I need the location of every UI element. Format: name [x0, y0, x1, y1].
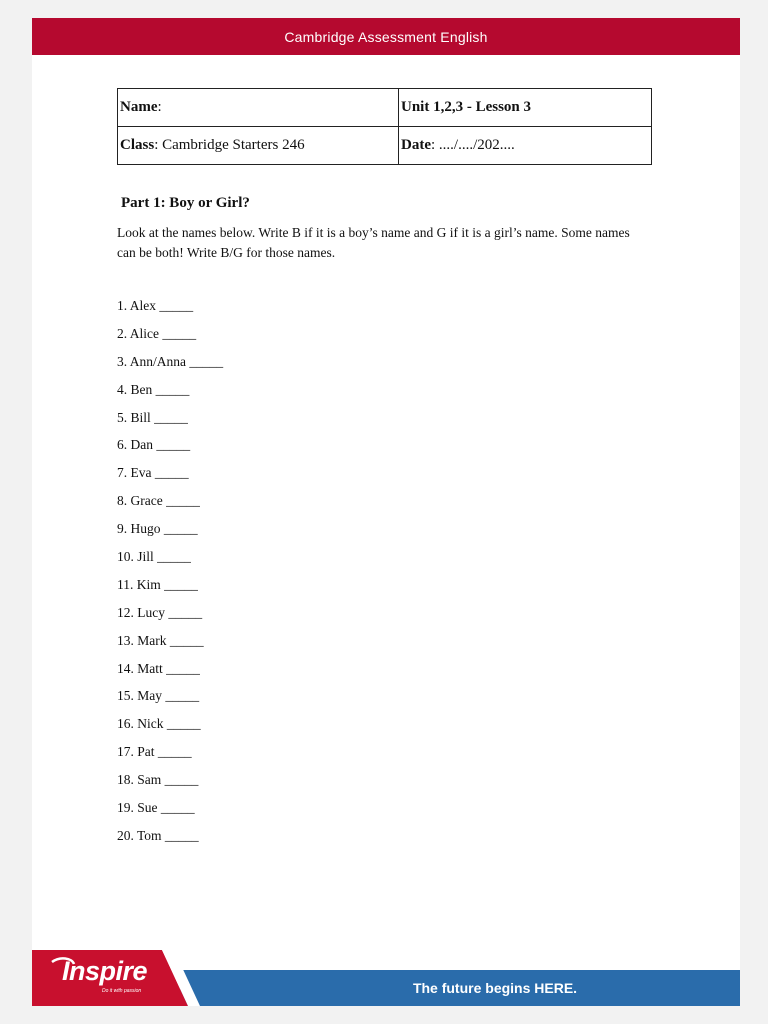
list-item: 6. Dan _____	[117, 437, 191, 453]
list-item: 1. Alex _____	[117, 298, 194, 313]
list-item: 15. May _____	[117, 688, 200, 704]
list-item: 19. Sue _____	[117, 800, 195, 816]
class-label: Class	[120, 137, 155, 153]
info-row-class	[118, 127, 652, 165]
list-item: 2. Alice _____	[117, 325, 197, 341]
list-item: 4. Ben _____	[117, 381, 190, 397]
list-item: 8. Grace _____	[117, 493, 200, 509]
list-item: 10. Jill _____	[117, 549, 191, 565]
date-label: Date	[401, 137, 431, 153]
logo-tagline: Do it with passion	[102, 988, 142, 994]
list-item: 5. Bill _____	[117, 409, 188, 425]
name-cell	[118, 89, 399, 127]
header-banner	[32, 18, 740, 55]
list-item: 16. Nick _____	[117, 716, 201, 732]
list-item: 18. Sam _____	[117, 772, 199, 788]
student-info-table	[117, 88, 652, 165]
list-item: 11. Kim _____	[117, 576, 198, 592]
unit-lesson-cell	[399, 89, 652, 127]
name-suffix: :	[157, 99, 162, 115]
date-cell	[399, 127, 652, 165]
date-value: : ..../..../202....	[431, 137, 515, 153]
footer-slogan: The future begins HERE.	[412, 980, 578, 996]
list-item: 7. Eva _____	[117, 465, 189, 481]
part1-title: Part 1: Boy or Girl?	[121, 195, 250, 211]
header-title: Cambridge Assessment English	[284, 28, 488, 45]
list-item: 20. Tom _____	[117, 827, 199, 843]
list-item: 12. Lucy _____	[117, 604, 203, 620]
logo-text: Inspire	[62, 956, 148, 986]
footer-slogan-bar	[180, 970, 740, 1006]
class-value: : Cambridge Starters 246	[154, 137, 305, 153]
list-item: 14. Matt _____	[117, 660, 200, 676]
info-row-name	[118, 89, 652, 127]
list-item: 3. Ann/Anna _____	[117, 353, 224, 369]
name-label: Name	[120, 99, 158, 115]
list-item: 17. Pat _____	[117, 744, 192, 760]
unit-lesson-text: Unit 1,2,3 - Lesson 3	[401, 99, 532, 115]
class-cell	[118, 127, 399, 165]
list-item: 9. Hugo _____	[117, 521, 198, 537]
list-item: 13. Mark _____	[117, 632, 204, 648]
part1-instructions: Look at the names below. Write B if it is a boy’s name and G if it is a girl’s name. Some names can be both! Write B/G for those names.	[117, 225, 630, 260]
names-list	[117, 296, 223, 854]
